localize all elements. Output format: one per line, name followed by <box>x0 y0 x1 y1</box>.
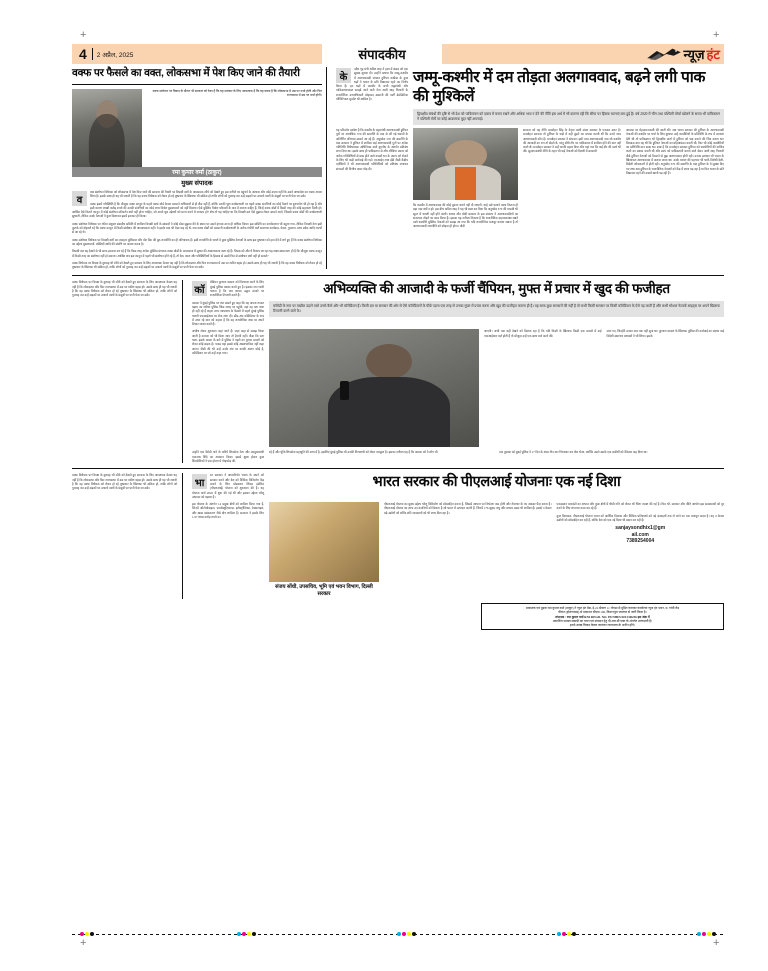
cmyk-dots-1 <box>80 932 94 936</box>
author-photo <box>72 89 142 167</box>
author-phone[interactable]: 7389254004 <box>626 538 655 545</box>
left-para-1: वक्फ इसमें परिस्थिति है कि मौजूदा वक्फ कानून के पहले वक्फ बोर्ड केवल मनमाने अधिकारों से ही लैस नहीं हैं, बल्कि उनकी भूल कार्यप्रणाली पर पहले वक्फ संपत्तियों का कोई पैमाने पर दुरुपयोग भी हो रहा है और इसी कारण लाखों करोड़ रुपये की उनकी संपत्तियों का कोई लाभ निर्बल मुसलमानों को नहीं मिलता। ऐसे मुस्लिम निर्बल परिवारों के बाद में नाराज कहिए हैं, जिन्हें वक्फ बोर्डों में किसी तरह की कोई सहायता मिली हो। आखिर ऐसे कितने कानून में कोई संशोधन-परिवर्तन क्यों नहीं होना चाहिए, जो अपने मूल उद्देश्यों को प्राप्त करने में नाकाम हो? शेष तो यह चाहिए था कि विपक्षी दल ऐसे मुझाव लेकर सामने आते, जिससे वक्फ बोर्डों की कार्यप्रणाली सुधरती, लेकिन उनके नेताओं ने कुल मिलाकर इसमें इनकार ही किया। <box>72 201 322 219</box>
left-cont-para: वक्फ विधेयक पर विपक्ष के दुराग्रह भी रवैये को देखते हुए सरकार के लिए आवश्यक केवल यह नहीं है कि लोकसभा और फिर राज्यसभा में उस पर त्वरित बहस हो। उसके साथ ही यह भी जरूरी है कि वह वक्फ विधेयक को लेकर हो रहे दुष्प्रचार के खिलाफ भी सक्रिय हो, ताकि लोगों को गुमराह कर उन्हें सड़कों पर उतारने वालों के मंसूबों पर पानी फेरा जा सके। <box>72 280 177 298</box>
bottom-region <box>72 473 724 599</box>
page-sheet <box>72 44 724 937</box>
main-headline: जम्मू-कश्मीर में दम तोड़ता अलगाववाद, बढ़ने लगी पाक की मुश्किलें <box>413 69 706 105</box>
cmyk-registration-strip <box>72 932 724 938</box>
bottom-photo-caption: संजय सोंधी, उपसचिव, भूमि एवं भवन विभाग, दिल्ली सरकार <box>275 584 373 597</box>
cmyk-dots-4 <box>557 932 576 936</box>
main-col0-text: यह परिवर्तन दर्शाता है कि कश्मीर के कट्टरपंथी अलगाववादी हुर्रियत गुटों पर अत्यधिक 370 की समाप्ति के बाद से कौं गई थकावें के अनिर्णित परिणाम सामने आ रहे हैं। अनुच्छेद 370 की समाप्ति के बाद सरकार ने हुर्रियत में शामिल कई अलगाववादी गुटों पर अनेक गतिविधि निषेधात्मक अधिनियम वाले यूएपीए के अंतर्गत प्रतिबंध लगा दिया था। इसके साथ ही पाकिस्तान से और लीबिया प्रकार को अनेक गतिविधियों से ग्रास होने वाले कदमों धन के उपाय को रोकने के लिए भी कड़ी कार्रवाई की गई। एनआईए तथा ईडी जैसी केंद्रीय एजेंसियों ने भी अलगाववादी गतिविधियों को प्रतिबंध लगाकर संगठनों की वित्तीय कमर तोड़ दी। <box>336 128 408 171</box>
main-kicker: द्विपक्षीय संबंधों की दृष्टि से भी देश को पाकिस्तान को दबाव में बनाए रखने और अधिक भाव न देने की नीति इस अर्थ में भी कारगर रही कि सीमा पर हिंसक घटनाएं कम हुई हैं। वर्ष 2020 में चीन तथा पश्चिमी मोर्चा खोलने के समय भी पाकिस्तान ने पश्चिमी मोर्चे पर कोई आक्रामक मुद्दा नहीं अपनाई। <box>413 109 724 125</box>
middle-article <box>72 280 724 463</box>
author-role: मुख्य संपादक <box>181 180 213 187</box>
main-col3-text: आवास पर मेहमाननवाजी की जाती थी। जब भारत सरकार की हुर्रियत के अलगाववादी नेताओं की कश्मीर पर चर्चा के लिए बुलाया उन्हें कश्मीरियों के प्रतिनिधि के रूप में मान्यता देती थी तो पाकिस्तान भी द्विपक्षीय वार्ता में हुर्रियत को पक्ष बनाने की जिद करता था। विश्वास बात यह थी कि हुर्रियत नेताओं का महिमामंडन करती थी, फिर भी कोई कश्मीरियों का प्रतिनिधि मान सका था। स्पष्ट है कि मनमोहन सरकार हुर्रियत को कश्मीरियों की वाजिब करने का प्रयास करती थी और स्वयं को पाकिस्तानी बताने वाले सेवन अली शाह गिलानी जैसे हुर्रियत नेताओं को ठिकाने से मुझ अलगाववाद होगी रही। उनका इलाका भी भारत के खिलाफत अलगाववाद में करावा जाता था। उनके बारात की पहचान भी भारी-विरोधी देशी-विदेशी कोफ्फरटों में होती रही। अनुच्छेद 370 की समाप्ति के बाद हुर्रियत के ये सुरक्षा दिए गए तथा अब हुर्रियत के राजनीतिक नेताओं को केंद्र में लाना पड़ रहा है या फिर भारत के प्रति निष्ठावान रहने की कसमें खानी पड़ रही हैं। <box>626 128 724 175</box>
left-para-5: वक्फ विधेयक पर विपक्ष के दुराग्रह भी रवैये को देखते हुए सरकार के लिए आवश्यक केवल यह नहीं है कि लोकसभा और फिर राज्यसभा में उस पर त्वरित बहस हो। उसके साथ ही यह भी जरूरी है कि वह वक्फ विधेयक को लेकर हो रहे दुष्प्रचार के खिलाफ भी सक्रिय हो, ताकि लोगों को गुमराह कर उन्हें सड़कों पर उतारने वालों के मंसूबों पर पानी फेरा जा सके। <box>72 260 322 270</box>
middle-left-continuation <box>72 280 177 463</box>
imprint-row <box>72 603 724 630</box>
main-col1-text: कि कश्मीर में अलगाववाद की कोई दुकान चलने नहीं दी जाएगी, चाहे उसे चलाने वाला कितना ही बड़ा नाम क्यों न हो। इस बीच अमित शाह ने यह भी स्पष्ट कर दिया कि अनुच्छेद 370 की वापसी भी सूरत में चलती नहीं होने वाली। शायद और मोदी सरकार के इस संकल्प ने अलगाववादियों का संकल्पन तोड़ने का काम किया है। इसका यह नतीजा निकला है कि राजनीतिक महत्वाकांक्षा रखने वाले कश्मीरी मुस्लिम नेताओं को समझ आ गया कि यदि राजनीतिक मजबूर बनाया रखना है तो अलगाववादी राजनीति को छोड़ना ही होगा। मोदी <box>413 203 518 229</box>
imprint-line-5: इनसे उत्पन्न विवाद केवल जालंधर न्यायालय के अधीन होंगे। <box>569 622 636 627</box>
cmyk-dots-5 <box>697 932 716 936</box>
brand-name: न्यूज़ <box>683 47 705 62</box>
bottom-dropcap-intro: रत सरकार ने आत्मनिर्भर भारत के सपने को साकार करने और देश को वैश्विक विनिर्माण केंद्र बनाने के लिए प्रोडक्शन लिंक्ड इंसेंटिव (पीएलआई) योजना को शुरुआत की है। यह योजना मार्च 2020 में शुरू की गई थी और इसका उद्देश्य घरेलू उत्पादन को बढ़ाना है। <box>192 473 264 499</box>
divider <box>72 84 322 85</box>
middle-para-4: रहे हैं और चूंकि शिवसेना महायुति की सत्ता में है, इसलिए मुंबई पुलिस भी उनकी गिरफ्तारी को लेकर व्याकुल है। इसका नतीजा यह है कि कामरा को वे लोग भी <box>269 450 438 455</box>
vertical-rule-2 <box>182 280 183 463</box>
bottom-photo <box>269 502 379 582</box>
imprint-line-4: प्रकाशित समस्त सामग्री का चयन एवं संपादन हेतु पी.आर.बी एक्ट के अंतर्गत उत्तरदायी हैं। <box>552 618 653 623</box>
main-dropcap-intro: न्द्रीय गृह मंत्री अमित शाह ने हाल में संसद को एक सुखद सूचना दी। उन्होंने बताया कि जम्मू-कश्मीर में अलगाववादी संगठन हुर्रियत कांफ्रेंस के कुछ धड़ों ने भारत के प्रति निष्ठावान रहने का निर्णय किया है। इन धड़ों में कश्मीर के सभी कट्टरपंथी और पाकिस्तानपरस्त समझे जाने वाले नेता अली शाह गिलानी के राजनीतिक उत्तराधिकारी मोहम्मद उस्मानी की पार्टी डेमोक्रेटिक पॉलिटिकल मूवमेंट भी शामिल है। <box>336 67 408 102</box>
bottom-article <box>188 473 724 599</box>
vertical-rule-3 <box>182 473 183 599</box>
left-dropcap: व <box>72 191 87 206</box>
bottom-c3-text: एकसमान मानदंडों का अभाव और कुछ क्षेत्रों में धीमी गति को लेकर भी चिंता व्यक्त की गई है। फिर भी, सरकार और नीति आयोग इस समस्याओं को दूर करने के लिए लगातार काम कर रहे हैं। <box>556 502 724 511</box>
main-col2-text: सरकार को यह नीति मनमोहन सिंह के नेतृत्व वाली संप्रग सरकार के एकदम उलट है। मनमोहन सरकार तो हुर्रियत के धड़ों में यही ढूंढ़ने का प्रयास करती थीं कि उनमें नरम अलगाववादी कौन है। मनमोहन सरकार ने संभवत: इसी नरम अलगाववादी नाम जो कश्मीर की आजादी का राग तो छेड़ते थे, परंतु सीधे तौर पर पाकिस्तान में शामिल होने की बात नहीं करते थे। मनमोहन सरकार ने उन्हें काफी महत्व दिया और यहां तक कि कई दौर की वार्ता भी की। सुरक्षा संबंधी नीति के तहत भी कई नेताओं को दिल्ली में सरकारी <box>523 128 621 154</box>
middle-para-6: एक पुस्तक को मुंबई पुलिस ने 17 दिन के अंदर तीन बार गिरफ्तार कर जेल भेजा, क्योंकि उसने उसके एक कवीर्षों को वैकेशन कह दिया था। <box>499 450 648 455</box>
bottom-dropcap: भा <box>192 474 207 489</box>
bottom-c2-text: पीएलआई योजना का मुख्य उद्देश्य घरेलू विनिर्माण को प्रोत्साहित करना है, जिससे आयात पर निर्भरता कम होगी और रोजगार के नए अवसर पैदा करना है। पीएलआई योजना का लाभ उन कंपनियों को मिलता है जो भारत में उत्पादन करती हैं, जिनमें 176 सूक्ष्म, लघु और मध्यम उद्यम भी शामिल हैं। इससे न केवल बड़े उद्योगों को बल्कि छोटे व्यवसायों को भी लाभ मिल रहा है। <box>384 502 552 515</box>
section-divider-1 <box>72 275 724 276</box>
author-block <box>72 89 142 167</box>
left-para-2: वक्फ संशोधन विधेयक पर गठित संयुक्त संसदीय समिति में शामिल विपक्षी दलों के सांसदों ने कोई ठोस सुझाव देने के स्थान पर उसने हंगामा ठाना ही अधिक किया। इस समिति का कार्यकलाप भी बहुत्य गया, लेकिन विपक्षी नेता इसी कुतर्क को दोहराते रहे कि वक्फ कानून में किसी संशोधन की आवश्यकता नहीं। वे इसके बाद भी ऐसा कह रहे थे, जब वक्फ बोर्डों को मनमानी कार्यप्रणाली के अनेक गंभीरी बातें समाचार कार्यक्रम, केरल, गुजरात, मध्य प्रदेश आदि राज्यों से आ रहे थे। <box>72 221 322 235</box>
left-para-3: वक्फ संशोधन विधेयक पर विपक्षी दलों का व्यवहार मुशिकल और वोट बैंक की मूठ राजनीति का ही परिचायक है। इसी राजनीति के चलते वे कुछ मुस्लिम नेताओं के साथ इस दुष्प्रचार को हवा देने में लगे हुए हैं कि वक्फ संशोधन विधेयक का उद्देश्य मुसलमानों, मस्जिदों आदि की संपत्ति पर कब्जा करना है। <box>72 237 322 246</box>
crop-mark-top-left: + <box>80 29 87 41</box>
folio-block <box>72 44 322 64</box>
author-name: रमा कुमार वर्मा (ठाकुर) <box>72 167 322 177</box>
middle-dropcap-intro: मेडियन कुणाल कामरा को गिरफ्तार करने के लिए मुंबई पुलिस पक्का बनते हुए है। इसका जन प्यारी चलना है कि जब शायद उद्धव ठाकरे पर राजनीतिक टिप्पणी करते हैं। <box>210 280 264 298</box>
bottom-left-continuation <box>72 473 177 599</box>
imprint-line-1: प्रकाशक एवं मुद्रक रमा कुमार वर्मा (ठाकुर) ने न्यूज हंट प्रेस, ई-22 सेक्टर 11 नोएडा से मुद्रित कराकर कार्यालय न्यूज हंट भवन, म. गांधी रोड <box>525 606 680 611</box>
middle-kicker: कॉमेडी के नाम पर मखौल उड़ाने वाले उनसे कैसे और भी कॉमेडियन हैं। किसी दल या सरकार की ओर से ऐसे कॉमेडियनों के पीछे पड़ना एक तरह से उनका मुफ्त में प्रचार करना और खुद की फजीहत कराना ही है। यह साफ कुछ सरकारों की नहीं है तो कभी किसी सरकार पर किसी कॉमेडियन के ऐसे पड़ जाती हैं और कभी सोशल नेटवर्क साइट्स पर अपने खिलाफ टिप्पणी करने वाले के। <box>269 301 724 317</box>
masthead <box>72 44 724 64</box>
left-article <box>72 67 322 269</box>
page-number: 4 <box>79 46 87 62</box>
left-pull-quote: वक्फ संशोधन पर विवाद के दौरान भी सरकार को टेका है कि यह सरकार के लिए आवश्यक है कि वह वक्फ है कि लोकसभा में उस पर चर्चा होगी और फिर राज्यसभा में उस पर चर्चा होगी। <box>152 89 322 98</box>
left-para-4: विपक्षी दल यह देखने से भी साफ इनकार कर रहे हैं कि किस तरह अनेक मुस्लिम मंगलक वक्फ बोर्डों के कामकाज में सुधार की आवश्यकता जता रहे हैं। विपक्ष को और ये रिकाय जा रहा यह लक्ष्य सामान्यत: ही है कि मौजूदा वक्फ कानून में किसी तरह का संशोधन नहीं हो सकता। आखिर जब इस कानून में पहले भी संशोधन होते रहे हैं, तो देश, काल और परिस्थितियों के हिसाब से उसमें फिर से संशोधन क्यों नहीं हो सकते? <box>72 249 322 258</box>
eagle-logo-icon <box>646 46 682 62</box>
middle-para-2: जाएगी। अभी तक यही देखने को मिलता रहा है कि यदि किसी के खिलाफ किसी एक मामले में कई एफआईआर दर्ज होती हैं तो मौजूदा उन्हें एक साथ मर्ज करने की। <box>484 329 602 338</box>
cmyk-dots-3 <box>397 932 416 936</box>
bottom-photo-block <box>269 502 379 599</box>
brand-accent: हंट <box>706 47 720 62</box>
bottom-c1-text: इस योजना के अंतर्गत 14 प्रमुख क्षेत्रों को शामिल किया गया है, जिनमें ऑटोमोबाइल, फार्मास्यूटिकल्स, इलेक्ट्रॉनिक्स, टेक्सटाइल, और खाद्य प्रसंस्करण जैसे क्षेत्र शामिल हैं। सरकार ने इसके लिए 1.97 लाख करोड़ रुपये का <box>192 502 264 519</box>
author-email[interactable]: sanjaysondhix1@gm <box>615 525 666 532</box>
cmyk-dots-2 <box>237 932 256 936</box>
bottom-left-cont: वक्फ विधेयक पर विपक्ष के दुराग्रह भी रवैये को देखते हुए सरकार के लिए आवश्यक केवल यह नहीं है कि लोकसभा और फिर राज्यसभा में उस पर त्वरित बहस हो। उसके साथ ही यह भी जरूरी है कि वह वक्फ विधेयक को लेकर हो रहे दुष्प्रचार के खिलाफ भी सक्रिय हो, ताकि लोगों को गुमराह कर उन्हें सड़कों पर उतारने वालों के मंसूबों पर पानी फेरा जा सके। <box>72 473 177 491</box>
crop-mark-bottom-left: + <box>80 937 87 949</box>
brand-banner <box>442 44 724 64</box>
section-title: संपादकीय <box>322 44 442 64</box>
newspaper-logo <box>646 45 725 63</box>
imprint-box <box>481 603 724 630</box>
middle-para-0: कामरा ने मुंबई पुलिस पर तंज कसते हुए कहा कि यह अपना ताकत बढ़ाए का जरिया पुलिस जिस जगह पर पहुंची, वहां वह पता चला ही नहीं रहे हैं शहरा उच्च न्यायालय के फैसले में पहले मुंबई पुलिस चलती एफआईआर पर रोक लगा दी। स्टैंड-अप कॉमेडियन के रूप में उभर रहे बात को कहना है कि वह राजनीतिक रुख पर अपने विचार व्यक्त करते हैं। <box>192 300 264 327</box>
middle-headline: अभिव्यक्ति की आजादी के फर्जी चैंपियन, मुफ्त में प्रचार में खुद की फजीहत <box>323 281 670 297</box>
main-photo <box>413 128 518 200</box>
left-headline: वक्फ पर फैसले का वक्त, लोकसभा में पेश किए जाने की तैयारी <box>72 67 300 79</box>
vertical-rule <box>326 67 327 269</box>
crop-mark-top-right: + <box>713 29 720 41</box>
imprint-line-2: वीरांत (होशंगाबाद) से प्रकाशन बीएस 106, किशनपुरा जालंधर से जारी किया है। <box>558 610 647 615</box>
bottom-c4-text: कुल मिलाकर, पीएलआई योजना भारत को आर्थिक विकास और वैश्विक प्रतिस्पर्धा को नई ऊंचाइयों तक ले जाने का एक मजबूत कदम है। यह न केवल उद्योगों को प्रोत्साहित कर रही है, बल्कि देश को एक नई दिशा भी प्रदान कर रही है। <box>556 513 724 522</box>
section-divider-2 <box>72 468 724 469</box>
crop-mark-bottom-right: + <box>713 937 720 949</box>
imprint-line-3: संपादक : रमा कुमार वर्मा RNI REGD. NO. PUNHIN/2013/48236 इस अंक में <box>555 614 650 619</box>
publication-date: 2 अप्रैल, 2025 <box>96 51 134 59</box>
middle-photo <box>269 329 479 447</box>
left-para-0: क्फ संशोधन विधेयक को लोकसभा में पेश किए जाने की सरकार की तैयारी पर विपक्षी दलों के आक्रामक रवैये को देखते हुए इस नतीजे पर पहुंचने के अलावा और कोई उपाय नहीं कि उसने अध्यादेश का रास्ता अपना लिया है। इसके साथ ही यह भी जरूरी है कि यह वक्फ विधेयक को लेकर हो रहे दुष्प्रचार के खिलाफ भी सक्रिय हो ताकि लोगों को गुमराह कर उन्हें सड़कों पर उतारने वालों के मंसूबों पर पानी फेरा जा सके। <box>90 190 322 199</box>
main-article <box>331 67 724 269</box>
main-dropcap: के <box>336 68 351 83</box>
author-email-2[interactable]: ail.com <box>631 531 649 538</box>
middle-dropcap: कॉ <box>192 281 207 296</box>
bottom-headline: भारत सरकार की पीएलआई योजनाः एक नई दिशा <box>372 474 621 491</box>
top-region <box>72 67 724 269</box>
middle-para-3: उन्होंने एक पैरोडी गाने के जरिये शिवसेना नेता और उपमुख्यमंत्री एकनाथ शिंदे का अपमान किया। इससे क्षुब्ध होकर कुछ शिवसैनिकों ने एक होटल में तोड़फोड़ की, <box>192 450 264 464</box>
middle-para-1: अभीष लेकर शुरुआत कहां जाते हैं। जहां कहा से समझ किया जाती है कामरा को भी मिला जाए तो हैरानी नहीं। जैसा कि पता चला, इसके कमरा के बारे में पुलिस ने पहले का पुराना मामले को लेकर कोई सड़क है। पकड़ यहां इससे कोई अस्वाभाविक नहीं कहा जाता। जैसी की भी उन्हें उनके मंच पर काफी अलग कोई है, कॉमेडियन पर जो उन्हें कहा गया। <box>192 329 264 355</box>
middle-para-5: जान गए, जिन्होंने उनका नाम तक नहीं सुना था। कुणाल कामरा के खिलाफ पुलिस की कार्रवाई का संज्ञान कई विदेशी समाचार माध्यमों ने भी लिया। इसके <box>606 329 724 338</box>
